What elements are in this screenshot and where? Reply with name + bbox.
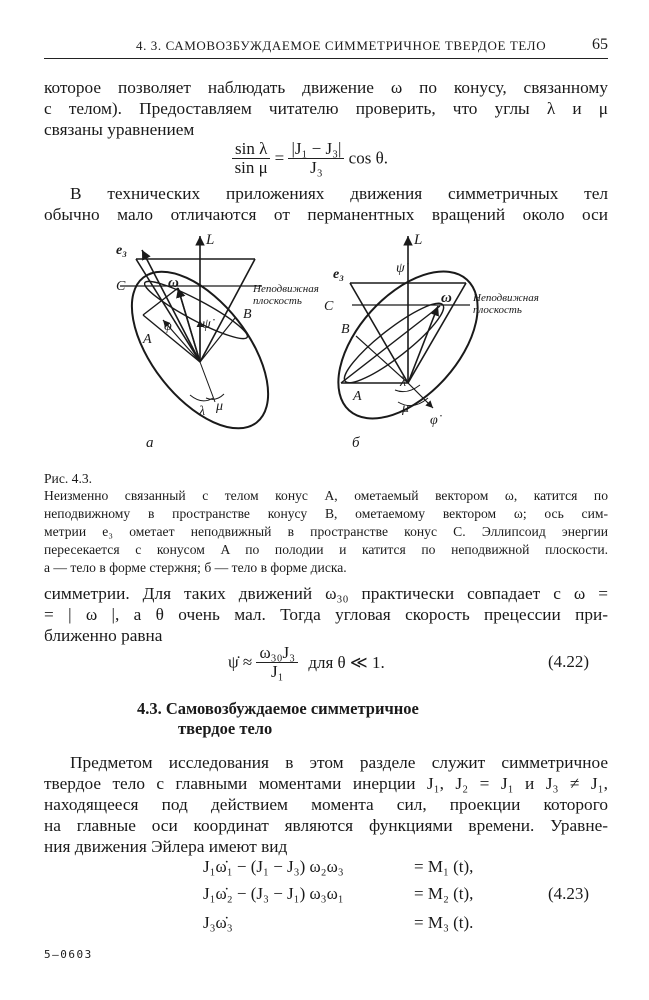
sym-line-1: симметрии. Для таких движений ω₃₀ практически совпадает с ω = [44, 584, 608, 603]
intro-line-1: которое позволяет наблюдать движение ω по конусу, связанному [44, 78, 608, 97]
caption-line-2: неподвижному в пространстве конусу B, ометаемому вектором ω; ось сим- [44, 506, 608, 521]
label-a-mu: μ [216, 399, 224, 414]
eq22-fraction [256, 644, 298, 681]
label-b-L: L [414, 232, 423, 248]
cone-C-right-b [408, 283, 466, 383]
caption-line-5: а — тело в форме стержня; б — тело в форме диска. [44, 560, 347, 575]
eq-fraction-right [288, 140, 344, 177]
eq22-den: J₁ [271, 662, 284, 681]
intro-line-2: с телом). Предоставляем читателю проверить, что углы λ и μ [44, 99, 608, 118]
label-a-phi-dot: φ̇ [164, 319, 172, 334]
eq22-condition: для θ ≪ 1. [308, 652, 385, 672]
eq-equals: = [274, 148, 285, 168]
label-b-A: A [353, 389, 362, 404]
section-title-line-1: 4.3. Самовозбуждаемое симметричное [137, 699, 419, 718]
euler-row-1-lhs: J₁ω̇₁ − (J₁ − J₃) ω₂ω₃ [203, 857, 344, 876]
label-b-B: B [341, 322, 350, 337]
label-a-lambda: λ [199, 404, 206, 419]
phi-dot-vector-b [408, 383, 433, 408]
label-b-e3: e₃ [333, 267, 345, 282]
label-b-C: C [324, 299, 334, 314]
lambda-arc [190, 395, 213, 401]
section-title-line-2: твердое тело [178, 719, 273, 738]
label-a-A: A [143, 332, 152, 347]
label-a-C: C [116, 279, 126, 294]
polhode-ellipse [140, 274, 252, 346]
label-a-e3: e₃ [116, 243, 128, 258]
cone-A-top-b [341, 306, 440, 383]
label-b-mu: μ [402, 401, 410, 416]
body-line-4: на главные оси координат являются функциями времени. Уравне- [44, 816, 608, 835]
label-b-psi-dot: ψ̇ [396, 261, 405, 276]
eq-num-right: |J₁ − J₃| [288, 140, 344, 159]
label-b-plane-2: плоскость [473, 304, 522, 316]
label-b-omega: ω [441, 290, 452, 306]
body-line-3: находящееся под действием момента сил, проекции которого [44, 795, 608, 814]
polhode-ellipse-b [337, 294, 452, 392]
caption-label: Рис. 4.3. [44, 471, 93, 486]
label-b-lambda: λ [400, 375, 407, 390]
tech-line-2: обычно мало отличаются от перманентных вращений около оси [44, 205, 608, 224]
label-a-omega: ω [168, 275, 179, 291]
euler-row-2-rhs: = M₂ (t), [414, 884, 474, 903]
body-line-1: Предметом исследования в этом разделе служит симметричное [70, 753, 608, 772]
eq22-num: ω₃₀J₃ [256, 644, 298, 663]
lambda-leader [200, 362, 215, 402]
diagram-a [106, 236, 295, 452]
eq-fraction-left [232, 140, 270, 177]
body-line-5: ния движения Эйлера имеют вид [44, 837, 288, 856]
label-a-L: L [206, 232, 215, 248]
eq-den-left: sin μ [234, 158, 268, 177]
eq-tail: cos θ. [348, 148, 388, 168]
intro-line-3: связаны уравнением [44, 120, 195, 139]
label-a-plane-2: плоскость [253, 295, 302, 307]
eq22-lhs: ψ̇ ≈ [228, 652, 253, 672]
label-a-plane-1: Неподвижная [253, 283, 319, 295]
page-number: 65 [592, 36, 608, 53]
label-a-B: B [243, 307, 252, 322]
euler-row-2-lhs: J₁ω̇₂ − (J₃ − J₁) ω₃ω₁ [203, 884, 344, 903]
euler-row-3-rhs: = M₃ (t). [414, 913, 474, 932]
caption-line-3: метрии e₃ ометает неподвижный в пространстве конус C. Эллипсоид энергии [44, 524, 608, 539]
figure-4-3 [0, 222, 649, 462]
equation-precession [228, 644, 385, 681]
euler-row-3-lhs: J₃ω̇₃ [203, 913, 233, 932]
cone-C-left-b [350, 283, 408, 383]
caption-line-4: пересекается с конусом A по полодии и катится по неподвижной плоскости. [44, 542, 608, 557]
label-a-psi-dot: ψ̇ [202, 317, 211, 332]
label-b-plane-1: Неподвижная [473, 292, 539, 304]
sym-line-2: = | ω |, а θ очень мал. Тогда угловая скорость прецессии при- [44, 605, 608, 624]
eq22-number: (4.22) [548, 652, 590, 671]
eq-num-left: sin λ [232, 140, 270, 159]
sym-line-3: ближенно равна [44, 626, 163, 645]
printer-signature: 5—0603 [44, 948, 93, 961]
eq-den-right: J₃ [310, 158, 323, 177]
body-line-2: твердое тело с главными моментами инерции J₁, J₂ = J₁ и J₃ ≠ J₁, [44, 774, 608, 793]
label-a-sub: а [146, 435, 154, 451]
caption-line-1: Неизменно связанный с телом конус A, ометаемый вектором ω, катится по [44, 488, 608, 503]
euler-row-1-rhs: = M₁ (t), [414, 857, 474, 876]
label-b-phi-dot: φ̇ [430, 413, 438, 428]
running-head [44, 36, 608, 59]
tech-line-1: В технических приложениях движения симметричных тел [70, 184, 608, 203]
label-b-sub: б [352, 435, 360, 451]
equation-angles [232, 140, 388, 177]
omega-vector-b [408, 306, 438, 383]
running-title: 4. 3. САМОВОЗБУЖДАЕМОЕ СИММЕТРИЧНОЕ ТВЕРДОЕ ТЕЛО [136, 38, 547, 53]
eq23-number: (4.23) [548, 884, 590, 903]
